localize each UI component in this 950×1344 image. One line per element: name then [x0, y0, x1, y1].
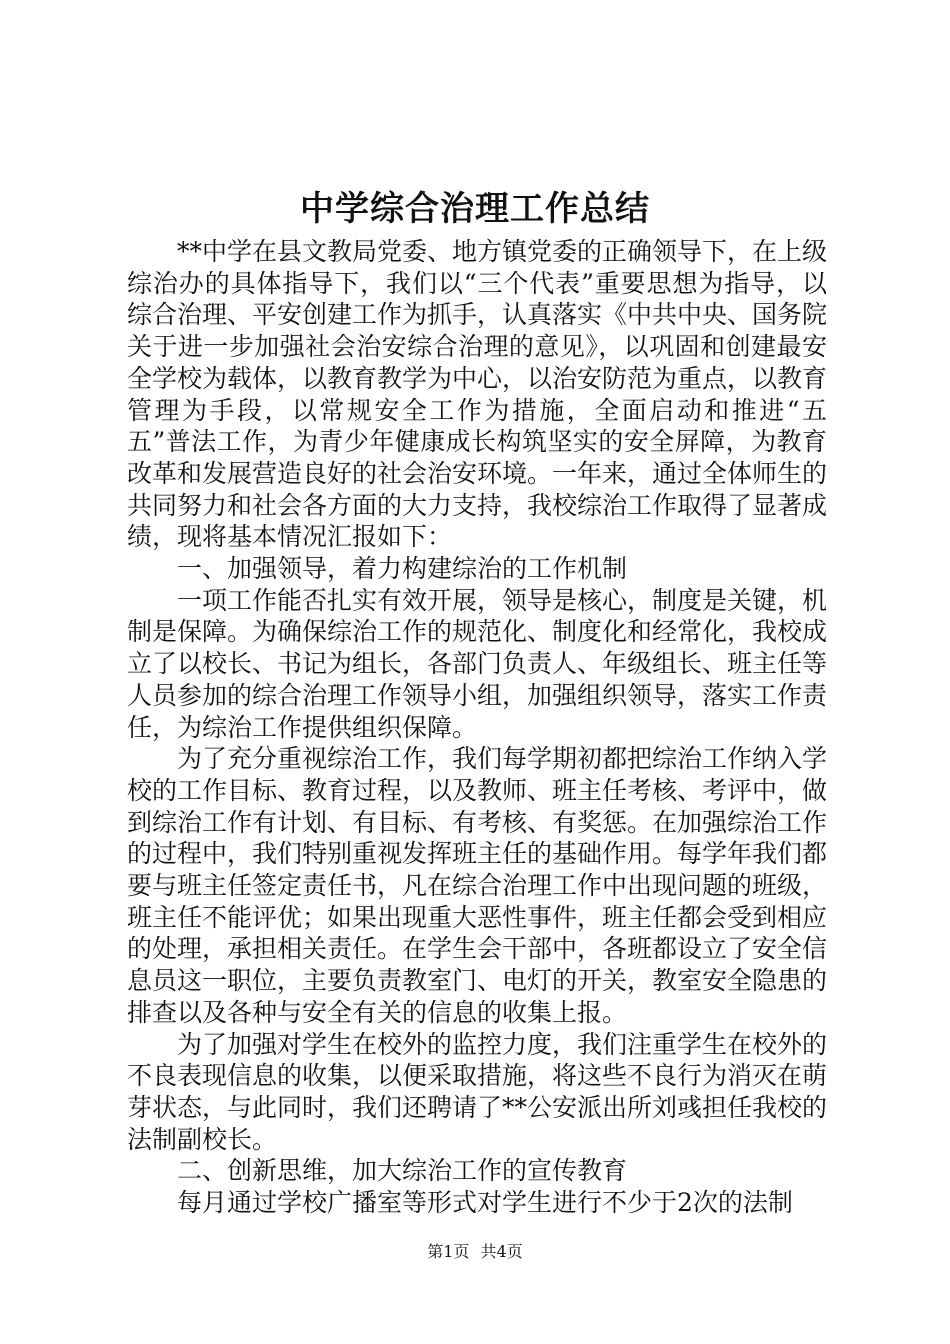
document-body: [127, 236, 827, 1219]
body-paragraph: 每月通过学校广播室等形式对学生进行不少于2次的法制: [177, 1188, 793, 1218]
document-title: 中学综合治理工作总结: [300, 189, 650, 229]
body-paragraph: 为了加强对学生在校外的监控力度，我们注重学生在校外的不良表现信息的收集，以便采取措施，将这些不良行为消灭在萌芽状态，与此同时，我们还聘请了**公安派出所刘彧担任我校的法制副校长。: [127, 1029, 828, 1154]
body-paragraph: 为了充分重视综治工作，我们每学期初都把综治工作纳入学校的工作目标、教育过程，以及教师、班主任考核、考评中，做到综治工作有计划、有目标、有考核、有奖惩。在加强综治工作的过程中，我们特别重视发挥班主任的基础作用。每学年我们都要与班主任签定责任书，凡在综合治理工作中出现问题的班级，班主任不能评优；如果出现重大恶性事件，班主任都会受到相应的处理，承担相关责任。在学生会干部中，各班都设立了安全信息员这一职位，主要负责教室门、电灯的开关，教室安全隐患的排查以及各种与安全有关的信息的收集上报。: [127, 744, 828, 1027]
body-paragraph: 一项工作能否扎实有效开展，领导是核心，制度是关键，机制是保障。为确保综治工作的规范化、制度化和经常化，我校成立了以校长、书记为组长，各部门负责人、年级组长、班主任等人员参加的综合治理工作领导小组，加强组织领导，落实工作责任，为综治工作提供组织保障。: [127, 585, 828, 742]
section-heading-1: 一、加强领导，着力构建综治的工作机制: [177, 554, 628, 584]
page-total: 共4页: [480, 1242, 523, 1261]
section-heading-2: 二、创新思维，加大综治工作的宣传教育: [177, 1156, 628, 1186]
intro-paragraph: **中学在县文教局党委、地方镇党委的正确领导下，在上级综治办的具体指导下，我们以“三个代表”重要思想为指导，以综合治理、平安创建工作为抓手，认真落实《中共中央、国务院关于进一步加强社会治安综合治理的意见》，以巩固和创建最安全学校为载体，以教育教学为中心，以治安防范为重点，以教育管理为手段，以常规安全工作为措施，全面启动和推进“五五”普法工作，为青少年健康成长构筑坚实的安全屏障，为教育改革和发展营造良好的社会治安环境。一年来，通过全体师生的共同努力和社会各方面的大力支持，我校综治工作取得了显著成绩，现将基本情况汇报如下：: [127, 237, 828, 552]
page-footer: [0, 1240, 950, 1264]
page-number: 第1页: [427, 1242, 470, 1261]
